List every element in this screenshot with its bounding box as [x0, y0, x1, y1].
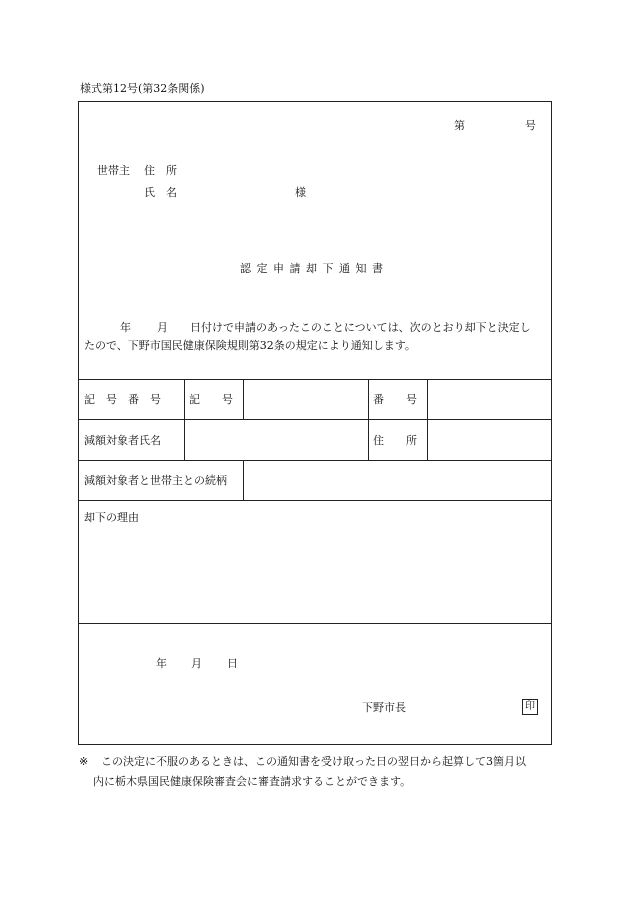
body-line2: たので、下野市国民健康保険規則第32条の規定により通知します。: [84, 339, 416, 352]
table-row-divider: [79, 419, 551, 420]
body-line1: 日付けで申請のあったこのことについては、次のとおり却下と決定し: [190, 321, 531, 334]
table-row-divider: [79, 460, 551, 461]
col-divider: [368, 379, 369, 460]
col-divider: [184, 379, 185, 460]
relation-label: 減額対象者と世帯主との続柄: [84, 474, 227, 487]
kigo-label: 記 号: [189, 393, 233, 406]
reason-label: 却下の理由: [84, 511, 139, 524]
number-prefix: 第: [454, 119, 465, 132]
notice-title: 認定申請却下通知書: [240, 262, 389, 275]
seal-icon: 印: [522, 699, 538, 715]
note-mark: ※: [79, 755, 89, 768]
note-line1: この決定に不服のあるときは、この通知書を受け取った日の翌日から起算して3箇月以: [101, 755, 526, 768]
date-month: 月: [191, 657, 202, 670]
number-suffix: 号: [525, 119, 536, 132]
date-year: 年: [156, 657, 167, 670]
table-row-divider: [79, 500, 551, 501]
reason-bottom-border: [79, 623, 551, 624]
table-address-label: 住 所: [373, 434, 417, 447]
body-month: 月: [157, 321, 168, 334]
note-line2: 内に栃木県国民健康保険審査会に審査請求することができます。: [93, 775, 412, 788]
target-name-label: 減額対象者氏名: [84, 434, 161, 447]
col-divider: [243, 460, 244, 500]
bango-label: 番 号: [373, 393, 417, 406]
col-divider: [243, 379, 244, 419]
table-top-border: [79, 379, 551, 380]
issuer: 下野市長: [362, 701, 406, 714]
date-day: 日: [227, 657, 238, 670]
householder-label: 世帯主: [97, 164, 130, 177]
notice-frame: [78, 101, 552, 745]
col-divider: [427, 379, 428, 460]
honorific: 様: [295, 186, 306, 199]
name-label: 氏 名: [144, 186, 177, 199]
kigo-bango-label: 記 号 番 号: [84, 393, 161, 406]
body-year: 年: [120, 321, 131, 334]
form-label: 様式第12号(第32条関係): [80, 82, 205, 95]
address-label: 住 所: [144, 164, 177, 177]
